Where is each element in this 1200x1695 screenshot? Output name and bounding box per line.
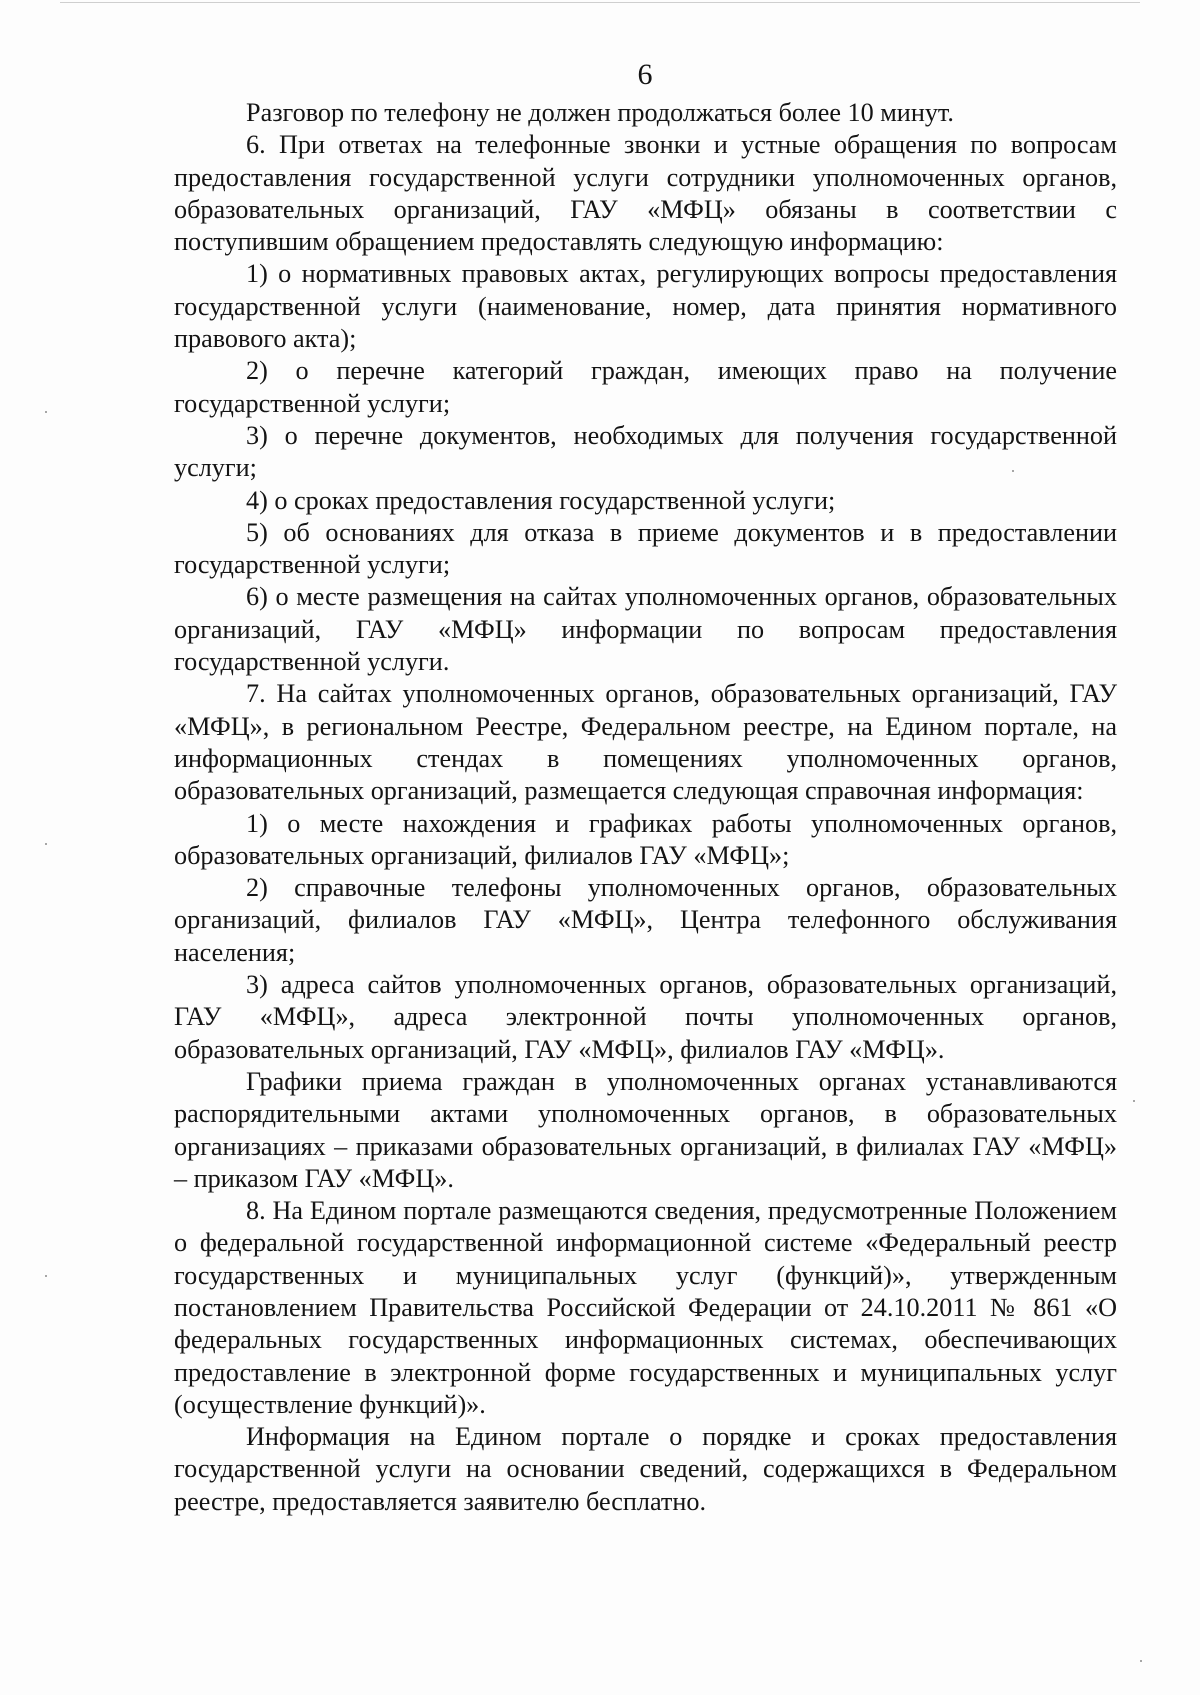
list-item-7-2: 2) справочные телефоны уполномоченных органов, образовательных организаций, филиалов ГАУ «МФЦ», Центра телефонного обслуживания населения; <box>174 873 1117 967</box>
list-item-6-5: 5) об основаниях для отказа в приеме документов и в предоставлении государственной услуги; <box>174 517 1117 580</box>
page-number: 6 <box>637 58 653 91</box>
list-item-6-6: 6) о месте размещения на сайтах уполномоченных органов, образовательных организаций, ГАУ «МФЦ» информации по вопросам предоставления государственной услуги. <box>174 582 1117 677</box>
paragraph-reception-schedules: Графики приема граждан в уполномоченных органах устанавливаются распорядительными актами уполномоченных органов, в образовательных организациях – приказами образовательных организаций, в филиалах ГАУ «МФЦ» – приказом ГАУ «МФЦ». <box>174 1066 1117 1193</box>
paragraph-item-6: 6. При ответах на телефонные звонки и устные обращения по вопросам предоставления государственной услуги сотрудники уполномоченных органов, образовательных организаций, ГАУ «МФЦ» обязаны в соответствии с поступившим обращением предоставлять следующую информацию: <box>174 130 1117 257</box>
paragraph-item-7: 7. На сайтах уполномоченных органов, образовательных организаций, ГАУ «МФЦ», в региональном Реестре, Федеральном реестре, на Едином портале, на информационных стендах в помещениях уполномоченных органов, образовательных организаций, размещается следующая справочная информация: <box>174 679 1117 806</box>
paragraph-call-duration: Разговор по телефону не должен продолжаться более 10 минут. <box>246 98 954 127</box>
scan-speck <box>45 843 47 845</box>
scan-edge-line <box>60 2 1140 3</box>
list-item-6-2: 2) о перечне категорий граждан, имеющих право на получение государственной услуги; <box>174 356 1117 418</box>
document-body <box>174 97 1117 1518</box>
scan-speck <box>1012 470 1014 472</box>
scan-speck <box>45 411 47 413</box>
list-item-7-3: 3) адреса сайтов уполномоченных органов, образовательных организаций, ГАУ «МФЦ», адреса электронной почты уполномоченных органов, образовательных организаций, ГАУ «МФЦ», филиалов ГАУ «МФЦ». <box>174 970 1117 1064</box>
list-item-7-1: 1) о месте нахождения и графиках работы уполномоченных органов, образовательных организаций, филиалов ГАУ «МФЦ»; <box>174 808 1117 870</box>
list-item-6-4: 4) о сроках предоставления государственной услуги; <box>246 485 836 515</box>
list-item-6-3: 3) о перечне документов, необходимых для получения государственной услуги; <box>174 420 1117 483</box>
list-item-6-1: 1) о нормативных правовых актах, регулирующих вопросы предоставления государственной услуги (наименование, номер, дата принятия нормативного правового акта); <box>174 259 1117 354</box>
scan-speck <box>1140 1660 1142 1662</box>
paragraph-item-8: 8. На Едином портале размещаются сведения, предусмотренные Положением о федеральной государственной информационной системе «Федеральный реестр государственных и муниципальных услуг (функций)», утвержденным постановлением Правительства Российской Федерации от 24.10.2011 № 861 «О федеральных государственных информационных системах, обеспечивающих предоставление в электронной форме государственных и муниципальных услуг (осуществление функций)». <box>174 1196 1117 1419</box>
paragraph-portal-information: Информация на Едином портале о порядке и сроках предоставления государственной услуги на основании сведений, содержащихся в Федеральном реестре, предоставляется заявителю бесплатно. <box>174 1422 1117 1516</box>
scan-speck <box>45 1275 47 1277</box>
scan-speck <box>1133 1100 1135 1102</box>
